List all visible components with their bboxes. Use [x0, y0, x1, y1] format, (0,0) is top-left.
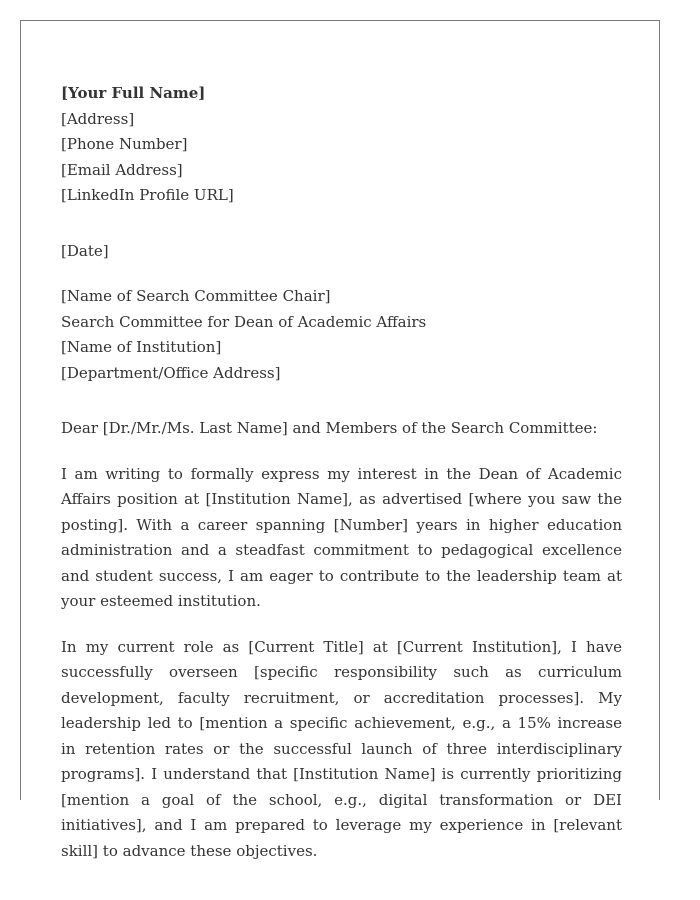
recipient-address: [Department/Office Address]: [61, 363, 281, 382]
recipient-chair: [Name of Search Committee Chair]: [61, 287, 331, 305]
sender-phone: [Phone Number]: [61, 135, 188, 153]
letter-date: [Date]: [61, 241, 109, 260]
letter-page: [20, 20, 660, 860]
letter-body: [61, 81, 622, 879]
sender-name: [Your Full Name]: [61, 84, 206, 102]
salutation: Dear [Dr./Mr./Ms. Last Name] and Members of the Search Committee:: [61, 419, 598, 437]
sender-email: [Email Address]: [61, 160, 183, 179]
sender-linkedin: [LinkedIn Profile URL]: [61, 186, 234, 204]
sender-block: [61, 81, 622, 209]
recipient-institution: [Name of Institution]: [61, 338, 222, 356]
recipient-block: [61, 284, 622, 386]
date-block: [61, 239, 622, 265]
recipient-committee: Search Committee for Dean of Academic Affairs: [61, 312, 427, 331]
sender-address: [Address]: [61, 109, 135, 128]
paragraph-intro: I am writing to formally express my interest in the Dean of Academic Affairs position at [Institution Name], as advertised [where you saw the posting]. With a career spanning [Number] years in higher education administration and a steadfast commitment to pedagogical excellence and student success, I am eager to contribute to the leadership team at your esteemed institution.: [61, 464, 622, 610]
paragraph-experience: In my current role as [Current Title] at [Current Institution], I have successfully overseen [specific responsibility such as curriculum development, faculty recruitment, or accreditation processes]. My leadership led to [mention a specific achievement, e.g., a 15% increase in retention rates or the successful launch of three interdisciplinary programs]. I understand that [Institution Name] is currently prioritizing [mention a goal of the school, e.g., digital transformation or DEI initiatives], and I am prepared to leverage my experience in [relevant skill] to advance these objectives.: [61, 637, 622, 860]
